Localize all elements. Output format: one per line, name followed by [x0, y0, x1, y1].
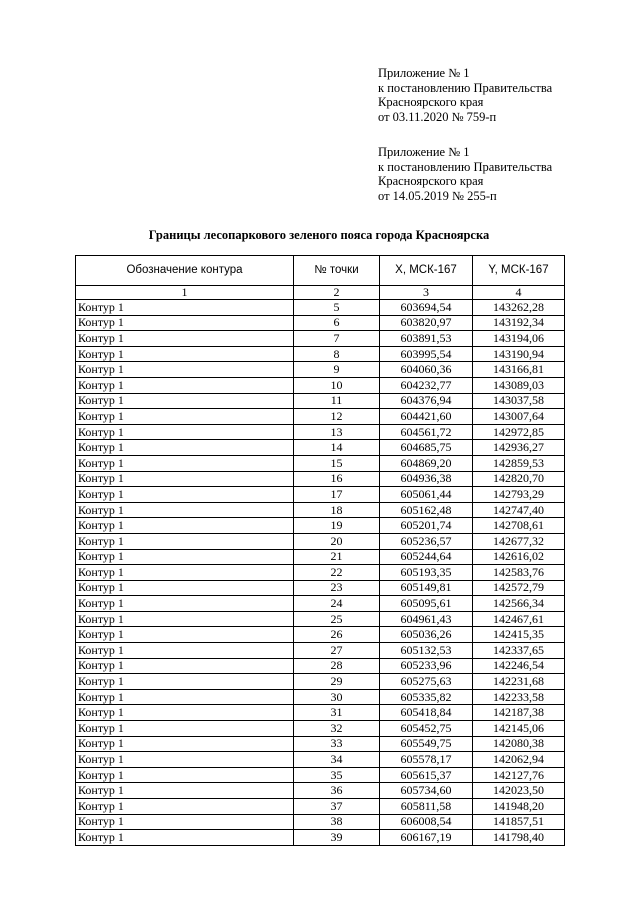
y-coordinate-cell: 143166,81 [473, 362, 565, 378]
point-number-cell: 7 [294, 331, 380, 347]
y-coordinate-cell: 142023,50 [473, 783, 565, 799]
y-coordinate-cell: 142583,76 [473, 565, 565, 581]
table-row [76, 736, 565, 752]
contour-name-cell: Контур 1 [76, 300, 294, 316]
column-header-x: X, МСК-167 [380, 256, 473, 286]
coordinates-table [75, 255, 565, 846]
x-coordinate-cell: 605036,26 [380, 627, 473, 643]
table-row [76, 518, 565, 534]
contour-name-cell: Контур 1 [76, 721, 294, 737]
y-coordinate-cell: 142145,06 [473, 721, 565, 737]
x-coordinate-cell: 605275,63 [380, 674, 473, 690]
table-row [76, 565, 565, 581]
contour-name-cell: Контур 1 [76, 362, 294, 378]
appendix-header-current [378, 66, 552, 124]
x-coordinate-cell: 604421,60 [380, 409, 473, 425]
y-coordinate-cell: 142936,27 [473, 440, 565, 456]
point-number-cell: 27 [294, 643, 380, 659]
contour-name-cell: Контур 1 [76, 377, 294, 393]
contour-name-cell: Контур 1 [76, 783, 294, 799]
y-coordinate-cell: 142677,32 [473, 533, 565, 549]
column-number: 2 [294, 286, 380, 300]
point-number-cell: 16 [294, 471, 380, 487]
table-row [76, 830, 565, 846]
y-coordinate-cell: 142337,65 [473, 643, 565, 659]
point-number-cell: 31 [294, 705, 380, 721]
contour-name-cell: Контур 1 [76, 533, 294, 549]
y-coordinate-cell: 142127,76 [473, 767, 565, 783]
column-header-y: Y, МСК-167 [473, 256, 565, 286]
y-coordinate-cell: 142187,38 [473, 705, 565, 721]
table-row [76, 549, 565, 565]
point-number-cell: 6 [294, 315, 380, 331]
contour-name-cell: Контур 1 [76, 658, 294, 674]
contour-name-cell: Контур 1 [76, 830, 294, 846]
point-number-cell: 20 [294, 533, 380, 549]
x-coordinate-cell: 606008,54 [380, 814, 473, 830]
contour-name-cell: Контур 1 [76, 455, 294, 471]
contour-name-cell: Контур 1 [76, 471, 294, 487]
point-number-cell: 26 [294, 627, 380, 643]
x-coordinate-cell: 605244,64 [380, 549, 473, 565]
x-coordinate-cell: 603694,54 [380, 300, 473, 316]
contour-name-cell: Контур 1 [76, 643, 294, 659]
contour-name-cell: Контур 1 [76, 752, 294, 768]
table-row [76, 767, 565, 783]
point-number-cell: 23 [294, 580, 380, 596]
point-number-cell: 18 [294, 502, 380, 518]
column-number: 1 [76, 286, 294, 300]
point-number-cell: 19 [294, 518, 380, 534]
x-coordinate-cell: 605236,57 [380, 533, 473, 549]
appendix-line: от 03.11.2020 № 759-п [378, 109, 497, 124]
y-coordinate-cell: 142231,68 [473, 674, 565, 690]
contour-name-cell: Контур 1 [76, 736, 294, 752]
table-row [76, 393, 565, 409]
x-coordinate-cell: 605095,61 [380, 596, 473, 612]
contour-name-cell: Контур 1 [76, 315, 294, 331]
appendix-line: Приложение № 1 [378, 66, 470, 80]
point-number-cell: 17 [294, 487, 380, 503]
contour-name-cell: Контур 1 [76, 689, 294, 705]
y-coordinate-cell: 142415,35 [473, 627, 565, 643]
contour-name-cell: Контур 1 [76, 627, 294, 643]
table-row [76, 674, 565, 690]
table-row [76, 799, 565, 815]
table-row [76, 627, 565, 643]
y-coordinate-cell: 142793,29 [473, 487, 565, 503]
point-number-cell: 12 [294, 409, 380, 425]
column-header-point-number: № точки [294, 256, 380, 286]
table-row [76, 377, 565, 393]
point-number-cell: 34 [294, 752, 380, 768]
contour-name-cell: Контур 1 [76, 440, 294, 456]
y-coordinate-cell: 142246,54 [473, 658, 565, 674]
column-number: 3 [380, 286, 473, 300]
table-row [76, 409, 565, 425]
appendix-line: от 14.05.2019 № 255-п [378, 188, 497, 203]
contour-name-cell: Контур 1 [76, 674, 294, 690]
contour-name-cell: Контур 1 [76, 393, 294, 409]
appendix-line: к постановлению Правительства [378, 80, 553, 95]
point-number-cell: 22 [294, 565, 380, 581]
point-number-cell: 24 [294, 596, 380, 612]
table-row [76, 596, 565, 612]
table-row [76, 814, 565, 830]
table-row [76, 783, 565, 799]
x-coordinate-cell: 605452,75 [380, 721, 473, 737]
table-row [76, 331, 565, 347]
x-coordinate-cell: 605734,60 [380, 783, 473, 799]
table-body [76, 300, 565, 846]
table-header-row [76, 256, 565, 286]
point-number-cell: 30 [294, 689, 380, 705]
contour-name-cell: Контур 1 [76, 549, 294, 565]
x-coordinate-cell: 605132,53 [380, 643, 473, 659]
table-row [76, 658, 565, 674]
column-header-contour: Обозначение контура [76, 256, 294, 286]
y-coordinate-cell: 143037,58 [473, 393, 565, 409]
x-coordinate-cell: 603995,54 [380, 346, 473, 362]
point-number-cell: 38 [294, 814, 380, 830]
x-coordinate-cell: 604060,36 [380, 362, 473, 378]
table-row [76, 487, 565, 503]
contour-name-cell: Контур 1 [76, 596, 294, 612]
column-number-row [76, 286, 565, 300]
table-row [76, 533, 565, 549]
y-coordinate-cell: 142062,94 [473, 752, 565, 768]
point-number-cell: 13 [294, 424, 380, 440]
point-number-cell: 8 [294, 346, 380, 362]
y-coordinate-cell: 141948,20 [473, 799, 565, 815]
table-row [76, 315, 565, 331]
point-number-cell: 14 [294, 440, 380, 456]
appendix-line: к постановлению Правительства [378, 159, 553, 174]
contour-name-cell: Контур 1 [76, 799, 294, 815]
table-row [76, 346, 565, 362]
point-number-cell: 25 [294, 611, 380, 627]
y-coordinate-cell: 142467,61 [473, 611, 565, 627]
x-coordinate-cell: 605418,84 [380, 705, 473, 721]
column-number: 4 [473, 286, 565, 300]
table-row [76, 580, 565, 596]
contour-name-cell: Контур 1 [76, 487, 294, 503]
table-row [76, 705, 565, 721]
x-coordinate-cell: 604685,75 [380, 440, 473, 456]
y-coordinate-cell: 142566,34 [473, 596, 565, 612]
appendix-header-original [378, 145, 552, 203]
point-number-cell: 29 [294, 674, 380, 690]
table-row [76, 502, 565, 518]
appendix-line: Красноярского края [378, 174, 484, 189]
table-row [76, 643, 565, 659]
point-number-cell: 39 [294, 830, 380, 846]
y-coordinate-cell: 142972,85 [473, 424, 565, 440]
contour-name-cell: Контур 1 [76, 611, 294, 627]
table-row [76, 455, 565, 471]
x-coordinate-cell: 603820,97 [380, 315, 473, 331]
point-number-cell: 36 [294, 783, 380, 799]
x-coordinate-cell: 605193,35 [380, 565, 473, 581]
x-coordinate-cell: 604232,77 [380, 377, 473, 393]
y-coordinate-cell: 143262,28 [473, 300, 565, 316]
y-coordinate-cell: 143194,06 [473, 331, 565, 347]
x-coordinate-cell: 605162,48 [380, 502, 473, 518]
y-coordinate-cell: 142820,70 [473, 471, 565, 487]
table-row [76, 424, 565, 440]
contour-name-cell: Контур 1 [76, 814, 294, 830]
x-coordinate-cell: 604561,72 [380, 424, 473, 440]
point-number-cell: 5 [294, 300, 380, 316]
x-coordinate-cell: 604936,38 [380, 471, 473, 487]
table-row [76, 611, 565, 627]
y-coordinate-cell: 143192,34 [473, 315, 565, 331]
x-coordinate-cell: 604376,94 [380, 393, 473, 409]
y-coordinate-cell: 142233,58 [473, 689, 565, 705]
table-row [76, 721, 565, 737]
point-number-cell: 35 [294, 767, 380, 783]
y-coordinate-cell: 141798,40 [473, 830, 565, 846]
point-number-cell: 37 [294, 799, 380, 815]
x-coordinate-cell: 605615,37 [380, 767, 473, 783]
contour-name-cell: Контур 1 [76, 424, 294, 440]
contour-name-cell: Контур 1 [76, 565, 294, 581]
contour-name-cell: Контур 1 [76, 580, 294, 596]
point-number-cell: 11 [294, 393, 380, 409]
contour-name-cell: Контур 1 [76, 346, 294, 362]
document-title: Границы лесопаркового зеленого пояса города Красноярска [148, 228, 490, 242]
contour-name-cell: Контур 1 [76, 518, 294, 534]
x-coordinate-cell: 605233,96 [380, 658, 473, 674]
x-coordinate-cell: 605811,58 [380, 799, 473, 815]
y-coordinate-cell: 142616,02 [473, 549, 565, 565]
table-row [76, 689, 565, 705]
table-row [76, 300, 565, 316]
point-number-cell: 9 [294, 362, 380, 378]
table-row [76, 471, 565, 487]
contour-name-cell: Контур 1 [76, 705, 294, 721]
contour-name-cell: Контур 1 [76, 502, 294, 518]
point-number-cell: 10 [294, 377, 380, 393]
x-coordinate-cell: 605201,74 [380, 518, 473, 534]
appendix-line: Красноярского края [378, 95, 484, 110]
y-coordinate-cell: 142859,53 [473, 455, 565, 471]
x-coordinate-cell: 605578,17 [380, 752, 473, 768]
y-coordinate-cell: 141857,51 [473, 814, 565, 830]
x-coordinate-cell: 604869,20 [380, 455, 473, 471]
table-row [76, 440, 565, 456]
point-number-cell: 32 [294, 721, 380, 737]
y-coordinate-cell: 143089,03 [473, 377, 565, 393]
y-coordinate-cell: 143190,94 [473, 346, 565, 362]
contour-name-cell: Контур 1 [76, 331, 294, 347]
y-coordinate-cell: 142708,61 [473, 518, 565, 534]
y-coordinate-cell: 142572,79 [473, 580, 565, 596]
y-coordinate-cell: 142747,40 [473, 502, 565, 518]
point-number-cell: 15 [294, 455, 380, 471]
appendix-line: Приложение № 1 [378, 145, 470, 159]
table-row [76, 362, 565, 378]
y-coordinate-cell: 143007,64 [473, 409, 565, 425]
x-coordinate-cell: 603891,53 [380, 331, 473, 347]
x-coordinate-cell: 605335,82 [380, 689, 473, 705]
x-coordinate-cell: 605549,75 [380, 736, 473, 752]
x-coordinate-cell: 606167,19 [380, 830, 473, 846]
point-number-cell: 28 [294, 658, 380, 674]
contour-name-cell: Контур 1 [76, 409, 294, 425]
point-number-cell: 33 [294, 736, 380, 752]
x-coordinate-cell: 604961,43 [380, 611, 473, 627]
x-coordinate-cell: 605061,44 [380, 487, 473, 503]
point-number-cell: 21 [294, 549, 380, 565]
table-row [76, 752, 565, 768]
contour-name-cell: Контур 1 [76, 767, 294, 783]
x-coordinate-cell: 605149,81 [380, 580, 473, 596]
y-coordinate-cell: 142080,38 [473, 736, 565, 752]
